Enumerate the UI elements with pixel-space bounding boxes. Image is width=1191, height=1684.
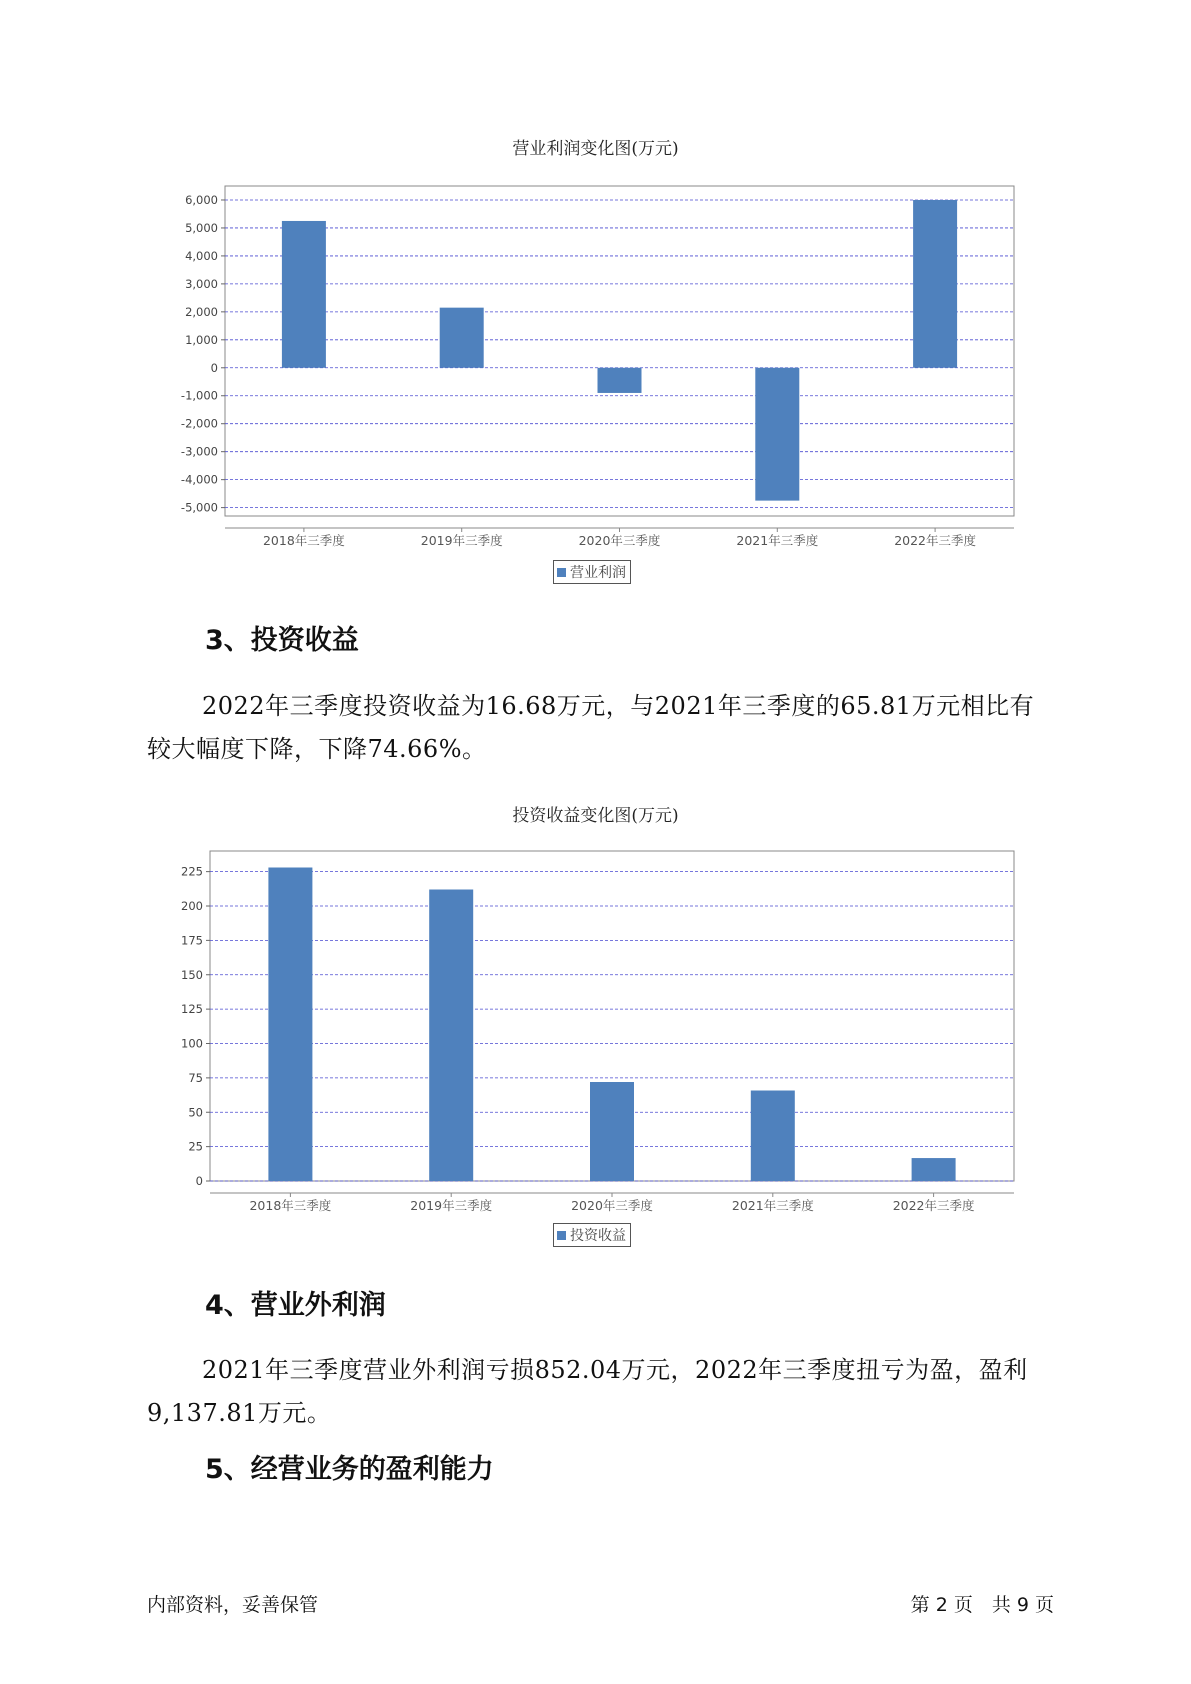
legend-swatch <box>557 568 566 577</box>
bar <box>282 221 326 368</box>
y-tick-label: 6,000 <box>185 192 218 207</box>
y-tick-label: 5,000 <box>185 220 218 235</box>
x-tick-label: 2019年三季度 <box>420 533 503 548</box>
chart2-legend <box>553 1223 631 1247</box>
y-tick-label: 150 <box>181 967 203 982</box>
y-tick-label: -1,000 <box>180 388 218 403</box>
y-tick-label: 175 <box>181 933 203 948</box>
y-tick-label: 1,000 <box>185 332 218 347</box>
chart1-legend-label: 营业利润 <box>570 565 626 581</box>
y-tick-label: -5,000 <box>180 500 218 515</box>
chart2-legend-label: 投资收益 <box>570 1228 626 1244</box>
section4-heading: 4、营业外利润 <box>205 1290 386 1321</box>
section4-paragraph: 2021年三季度营业外利润亏损852.04万元，2022年三季度扭亏为盈，盈利9,137.81万元。 <box>147 1356 1028 1427</box>
y-tick-label: -4,000 <box>180 472 218 487</box>
x-tick-label: 2022年三季度 <box>894 533 977 548</box>
y-tick-label: -3,000 <box>180 444 218 459</box>
x-tick-label: 2021年三季度 <box>736 533 819 548</box>
bar <box>598 368 642 393</box>
x-tick-label: 2018年三季度 <box>262 533 345 548</box>
plot-area <box>225 186 1014 516</box>
x-tick-label: 2018年三季度 <box>249 1198 332 1213</box>
y-tick-label: -2,000 <box>180 416 218 431</box>
section3-paragraph: 2022年三季度投资收益为16.68万元，与2021年三季度的65.81万元相比有较大幅度下降，下降74.66%。 <box>147 692 1035 763</box>
x-tick-label: 2019年三季度 <box>410 1198 493 1213</box>
y-tick-label: 0 <box>195 1174 203 1188</box>
y-tick-label: 3,000 <box>185 276 218 291</box>
y-tick-label: 100 <box>181 1036 203 1051</box>
chart1-title: 营业利润变化图(万元) <box>512 139 679 159</box>
legend-swatch <box>557 1231 566 1240</box>
chart1-legend <box>553 560 631 584</box>
x-tick-label: 2022年三季度 <box>892 1198 975 1213</box>
investment-income-chart <box>0 812 1191 1232</box>
x-tick-label: 2021年三季度 <box>731 1198 814 1213</box>
x-tick-label: 2020年三季度 <box>571 1198 653 1213</box>
y-tick-label: 2,000 <box>185 304 218 319</box>
y-tick-label: 200 <box>181 899 203 913</box>
y-tick-label: 125 <box>181 1002 203 1017</box>
bar <box>590 1082 634 1181</box>
section3-heading: 3、投资收益 <box>205 625 359 656</box>
x-tick-label: 2020年三季度 <box>578 533 661 548</box>
bar <box>429 890 473 1182</box>
bar <box>913 200 957 368</box>
section5-heading: 5、经营业务的盈利能力 <box>205 1454 494 1485</box>
bar <box>755 368 799 501</box>
bar <box>912 1158 956 1181</box>
y-tick-label: 75 <box>188 1070 203 1085</box>
y-tick-label: 0 <box>210 360 218 375</box>
y-tick-label: 25 <box>188 1139 203 1154</box>
chart2-title: 投资收益变化图(万元) <box>512 806 679 826</box>
bar <box>268 868 312 1182</box>
bar <box>440 308 484 368</box>
y-tick-label: 225 <box>181 864 203 879</box>
y-tick-label: 4,000 <box>185 248 218 263</box>
operating-profit-chart <box>0 150 1191 570</box>
page-number: 第 2 页 共 9 页 <box>910 1594 1054 1616</box>
footer-note: 内部资料，妥善保管 <box>147 1594 319 1616</box>
bar <box>751 1091 795 1181</box>
y-tick-label: 50 <box>188 1105 203 1120</box>
